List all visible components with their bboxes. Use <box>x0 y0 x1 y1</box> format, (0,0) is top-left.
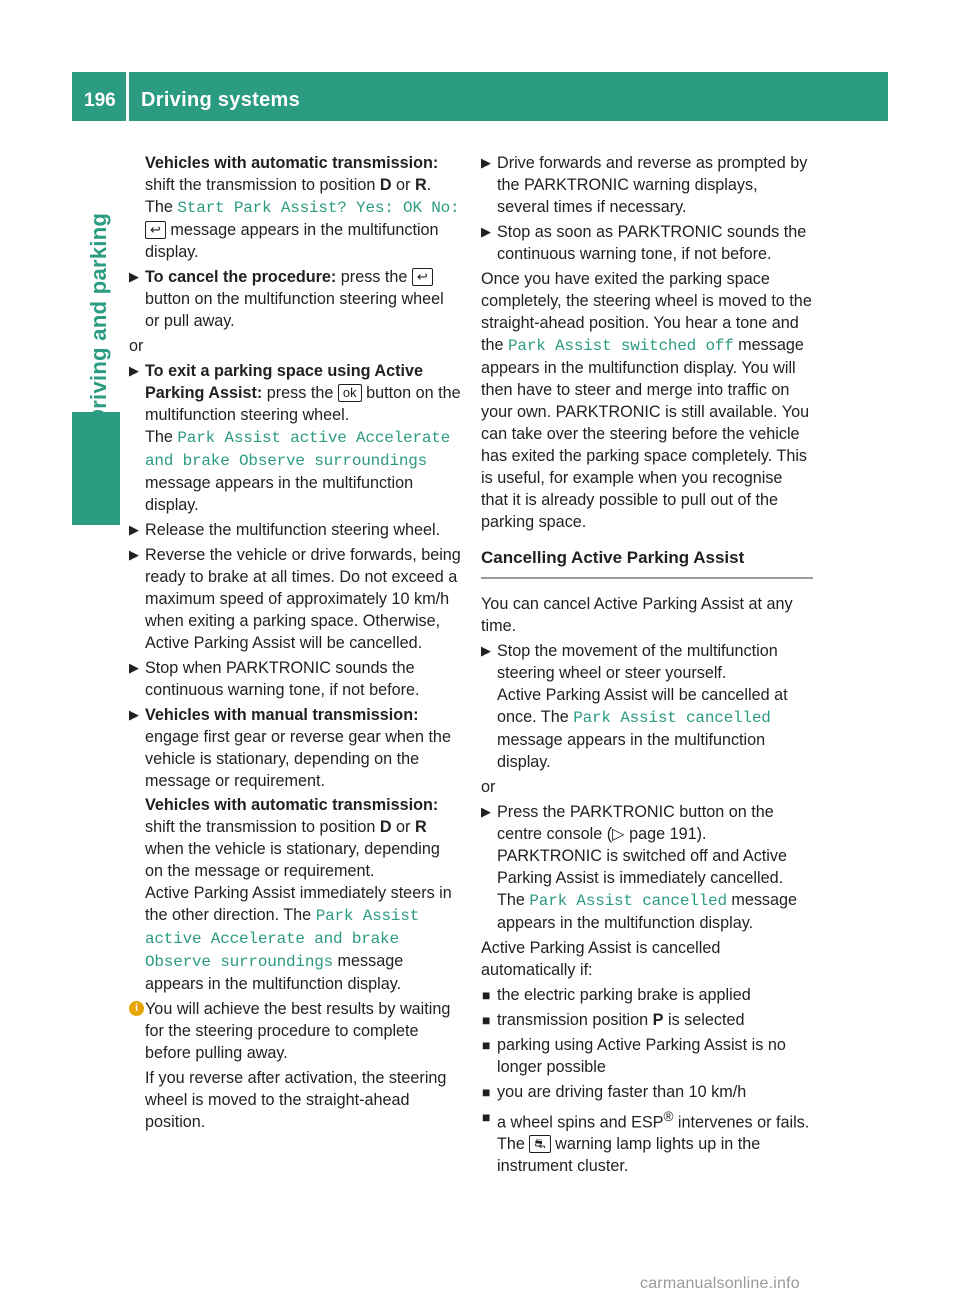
arrow-icon: ▶ <box>481 804 491 819</box>
bullet-item: ■ you are driving faster than 10 km/h <box>482 1083 747 1101</box>
display-message: Park Assist cancelled <box>573 709 771 727</box>
bullet-item: ■ transmission position P is selected <box>482 1011 745 1029</box>
arrow-icon: ▶ <box>129 660 139 675</box>
list-item: ▶ To cancel the procedure: press the ↩ button on the multifunction steering wheel or pull away. <box>129 268 444 330</box>
bullet-icon: ■ <box>482 1012 491 1028</box>
list-item: ▶ Release the multifunction steering wheel. <box>129 521 441 539</box>
arrow-icon: ▶ <box>481 155 491 170</box>
or-text: or <box>481 778 496 796</box>
arrow-icon: ▶ <box>129 707 139 722</box>
section-side-label: Driving and parking <box>86 212 111 425</box>
display-message: Observe surroundings <box>145 953 334 971</box>
list-item: ▶ Reverse the vehicle or drive forwards, being ready to brake at all times. Do not exceed a maximum speed of approximately 10 km/h when exiting a parking space. Otherwise, Active Parking Assist will be cancelled. <box>129 546 461 652</box>
display-message: Start Park Assist? Yes: OK No: <box>177 199 460 217</box>
page-title: Driving systems <box>141 89 301 111</box>
display-message: Park Assist active Accelerate <box>177 429 451 447</box>
paragraph: Once you have exited the parking space completely, the steering wheel is moved to the straight-ahead position. You hear a tone and the Park Assist switched off message appears in the multifunction display. You will then have to steer and merge into traffic on your own. PARKTRONIC is still available. You can take over the steering before the vehicle has exited the parking space completely. This is useful, for example when you recognise that it is already possible to pull out of the parking space. <box>481 270 812 531</box>
bullet-item: ■ the electric parking brake is applied <box>482 986 751 1004</box>
list-item: ▶ Press the PARKTRONIC button on the centre console (▷ page 191). PARKTRONIC is switched off and Active Parking Assist is immediately cancelled. The Park Assist cancelled message appears in the multifunction display. <box>481 803 798 932</box>
bullet-icon: ■ <box>482 1109 491 1125</box>
list-item: ▶ To exit a parking space using Active Parking Assist: press the ok button on the multifunction steering wheel. The Park Assist active Accelerate and brake Observe surroundings message appears in the multifunction display. <box>129 362 461 514</box>
bullet-item: ■ parking using Active Parking Assist is no longer possible <box>482 1036 786 1076</box>
header-separator <box>126 72 129 121</box>
page-reference-icon: ▷ <box>612 825 625 843</box>
display-message: active Accelerate and brake <box>145 930 399 948</box>
or-text: or <box>129 337 144 355</box>
arrow-icon: ▶ <box>129 269 139 284</box>
bullet-icon: ■ <box>482 987 491 1003</box>
page-reference-link[interactable]: page 191). <box>624 825 707 843</box>
back-button-icon: ↩ <box>145 221 166 239</box>
esp-warning-lamp-icon: ⛐ <box>529 1135 550 1153</box>
page-number: 196 <box>84 90 116 111</box>
ok-button-icon: ok <box>338 384 362 402</box>
display-message: and brake Observe surroundings <box>145 452 428 470</box>
bullet-icon: ■ <box>482 1084 491 1100</box>
paragraph: Vehicles with automatic transmission: shift the transmission to position D or R. The Start Park Assist? Yes: OK No: ↩ message appears in the multifunction display. <box>145 154 460 261</box>
list-item: ▶ Drive forwards and reverse as prompted by the PARKTRONIC warning displays, several times if necessary. <box>481 154 808 216</box>
display-message: Park Assist cancelled <box>529 892 727 910</box>
arrow-icon: ▶ <box>481 643 491 658</box>
list-item: ▶ Stop the movement of the multifunction steering wheel or steer yourself. Active Parking Assist will be cancelled at once. The Park Assist cancelled message appears in the multifunction display. <box>481 642 788 771</box>
list-item: ▶ Stop as soon as PARKTRONIC sounds the continuous warning tone, if not before. <box>481 223 807 263</box>
section-heading: Cancelling Active Parking Assist <box>481 548 745 567</box>
side-tab <box>72 412 120 525</box>
bullet-item: ■ a wheel spins and ESP® intervenes or fails. The ⛐ warning lamp lights up in the instrument cluster. <box>481 1106 813 1177</box>
arrow-icon: ▶ <box>481 224 491 239</box>
display-message: Park Assist <box>315 907 420 925</box>
arrow-icon: ▶ <box>129 522 139 537</box>
section-divider <box>481 577 813 579</box>
info-note: i You will achieve the best results by waiting for the steering procedure to complete before pulling away. If you reverse after activation, the steering wheel is moved to the straight-ahead position. <box>129 998 461 1133</box>
paragraph: Active Parking Assist is cancelled automatically if: <box>481 939 721 979</box>
arrow-icon: ▶ <box>129 547 139 562</box>
left-column <box>129 152 461 1136</box>
list-item: ▶ Stop when PARKTRONIC sounds the continuous warning tone, if not before. <box>129 659 420 699</box>
right-column <box>481 152 813 1180</box>
arrow-icon: ▶ <box>129 363 139 378</box>
paragraph: You can cancel Active Parking Assist at any time. <box>481 595 793 635</box>
info-icon: i <box>129 1001 144 1016</box>
list-item: ▶ Vehicles with manual transmission: engage first gear or reverse gear when the vehicle is stationary, depending on the message or requirement. Vehicles with automatic transmission: shift the transmission to position D or R when the vehicle is stationary, depending on the message or requirement. Active Parking Assist immediately steers in the other direction. The Park Assist active Accelerate and brake Observe surroundings message appears in the multifunction display. <box>129 706 452 993</box>
bullet-icon: ■ <box>482 1037 491 1053</box>
watermark: carmanualsonline.info <box>640 1275 800 1292</box>
back-button-icon: ↩ <box>412 268 433 286</box>
display-message: Park Assist switched off <box>508 337 734 355</box>
